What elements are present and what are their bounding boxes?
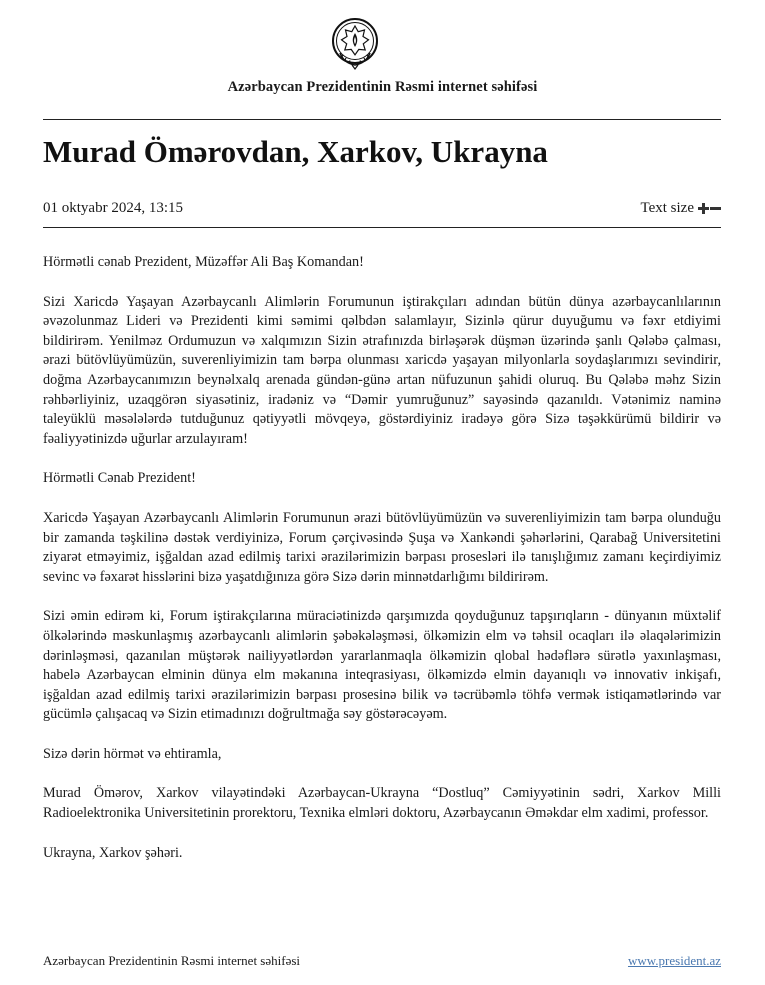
publish-date: 01 oktyabr 2024, 13:15	[43, 200, 183, 216]
header-divider	[43, 119, 721, 120]
body-paragraph: Sizi Xaricdə Yaşayan Azərbaycanlı Alimlərin Forumunun iştirakçıları adından bütün dünya azərbaycanlılarının əvəzolunmaz Lideri və Prezidenti kimi səmimi qəlbdən salamlayır, Sizinlə qürur duyuğumu və fəxr etdiyimi bildirirəm. Yenilməz Ordumuzun və xalqımızın Sizin ətrafınızda birləşərək düşmən üzərində şanlı Qələbə çalması, ərazi bütövlüyümüzün, suverenliyimizin tam bərpa olunması xaricdə yaşayan milyonlarla soydaşlarımızı sevindirir, doğma Azərbaycanımızın beynəlxalq arenada gündən-günə artan nüfuzunun şahidi oluruq. Bu Qələbə məhz Sizin rəhbərliyiniz, uzaqgörən siyasətiniz, iradəniz və “Dəmir yumruğunuz” sayəsində qazanıldı. Vətənimiz naminə taleyüklü məsələlərdə tutduğunuz qətiyyətli mövqeyə, göstərdiyiniz iradəyə görə Sizə təşəkkürümü bildirir və fəaliyyətinizdə uğurlar arzulayıram!	[43, 293, 721, 447]
increase-text-size-plus-icon[interactable]	[698, 203, 709, 214]
state-emblem-icon	[331, 17, 379, 71]
text-size-label: Text size	[640, 200, 694, 216]
body-paragraph: Sizi əmin edirəm ki, Forum iştirakçılarına müraciətinizdə qarşımızda qoyduğunuz tapşırıqların - dünyanın müxtəlif ölkələrində məskunlaşmış azərbaycanlı alimlərin şəbəkələşməsi, ölkəmizin elm və təhsil ocaqları ilə əlaqələrimizin dərinləşməsi, qazanılan müştərək nailiyyətlərdən yararlanmaqla ölkəmizin qlobal hədəflərə sürətlə yaxınlaşması, habelə Azərbaycan elminin dünya elm məkanına inteqrasiyası, ölkəmizdə elmin dayanıqlı və innovativ inkişafı, işğaldan azad edilmiş tarixi ərazilərimizin bərpası prosesinə bilik və təcrübəmlə töhfə vermək istiqamətlərində var gücümlə çalışacaq və Sizin etimadınızı doğrultmağa səy göstərəcəyəm.	[43, 608, 721, 723]
article-meta	[43, 200, 721, 220]
text-size-control	[640, 200, 721, 217]
body-paragraph: Xaricdə Yaşayan Azərbaycanlı Alimlərin Forumunun ərazi bütövlüyümüzün və suverenliyimizin tam bərpa olunduğu bir zamanda təşkilinə dəstək verdiyinizə, Forum çərçivəsində Şuşa və Xankəndi şəhərlərini, Qarabağ Universitetini ziyarət etməyimiz, işğaldan azad edilmiş tarixi ərazilərimizin bərpası prosesləri ilə tanışlığımız zamanı keçirdiyimiz sevinc və fəxarət hisslərini bizə yaşatdığınıza görə Sizə dərin minnətdarlığımı bildirirəm.	[43, 509, 721, 585]
meta-divider	[43, 227, 721, 228]
footer-site-name: Azərbaycan Prezidentinin Rəsmi internet səhifəsi	[43, 953, 301, 968]
decrease-text-size-minus-icon[interactable]	[710, 203, 721, 214]
president-az-link[interactable]: www.president.az	[627, 953, 721, 968]
greeting: Hörmətli cənab Prezident, Müzəffər Ali Baş Komandan!	[43, 254, 364, 270]
address-line: Hörmətli Cənab Prezident!	[43, 470, 196, 487]
article-title: Murad Ömərovdan, Xarkov, Ukrayna	[43, 134, 548, 169]
site-title: Azərbaycan Prezidentinin Rəsmi internet səhifəsi	[227, 79, 538, 95]
article-body	[43, 253, 721, 883]
location-line: Ukrayna, Xarkov şəhəri.	[43, 844, 183, 861]
closing-line: Sizə dərin hörmət və ehtiramla,	[43, 745, 222, 762]
signature: Murad Ömərov, Xarkov vilayətindəki Azərbaycan-Ukrayna “Dostluq” Cəmiyyətinin sədri, Xarkov Milli Radioelektronika Universitetinin prorektoru, Texnika elmləri doktoru, Azərbaycanın Əməkdar elm xadimi, professor.	[43, 785, 721, 822]
